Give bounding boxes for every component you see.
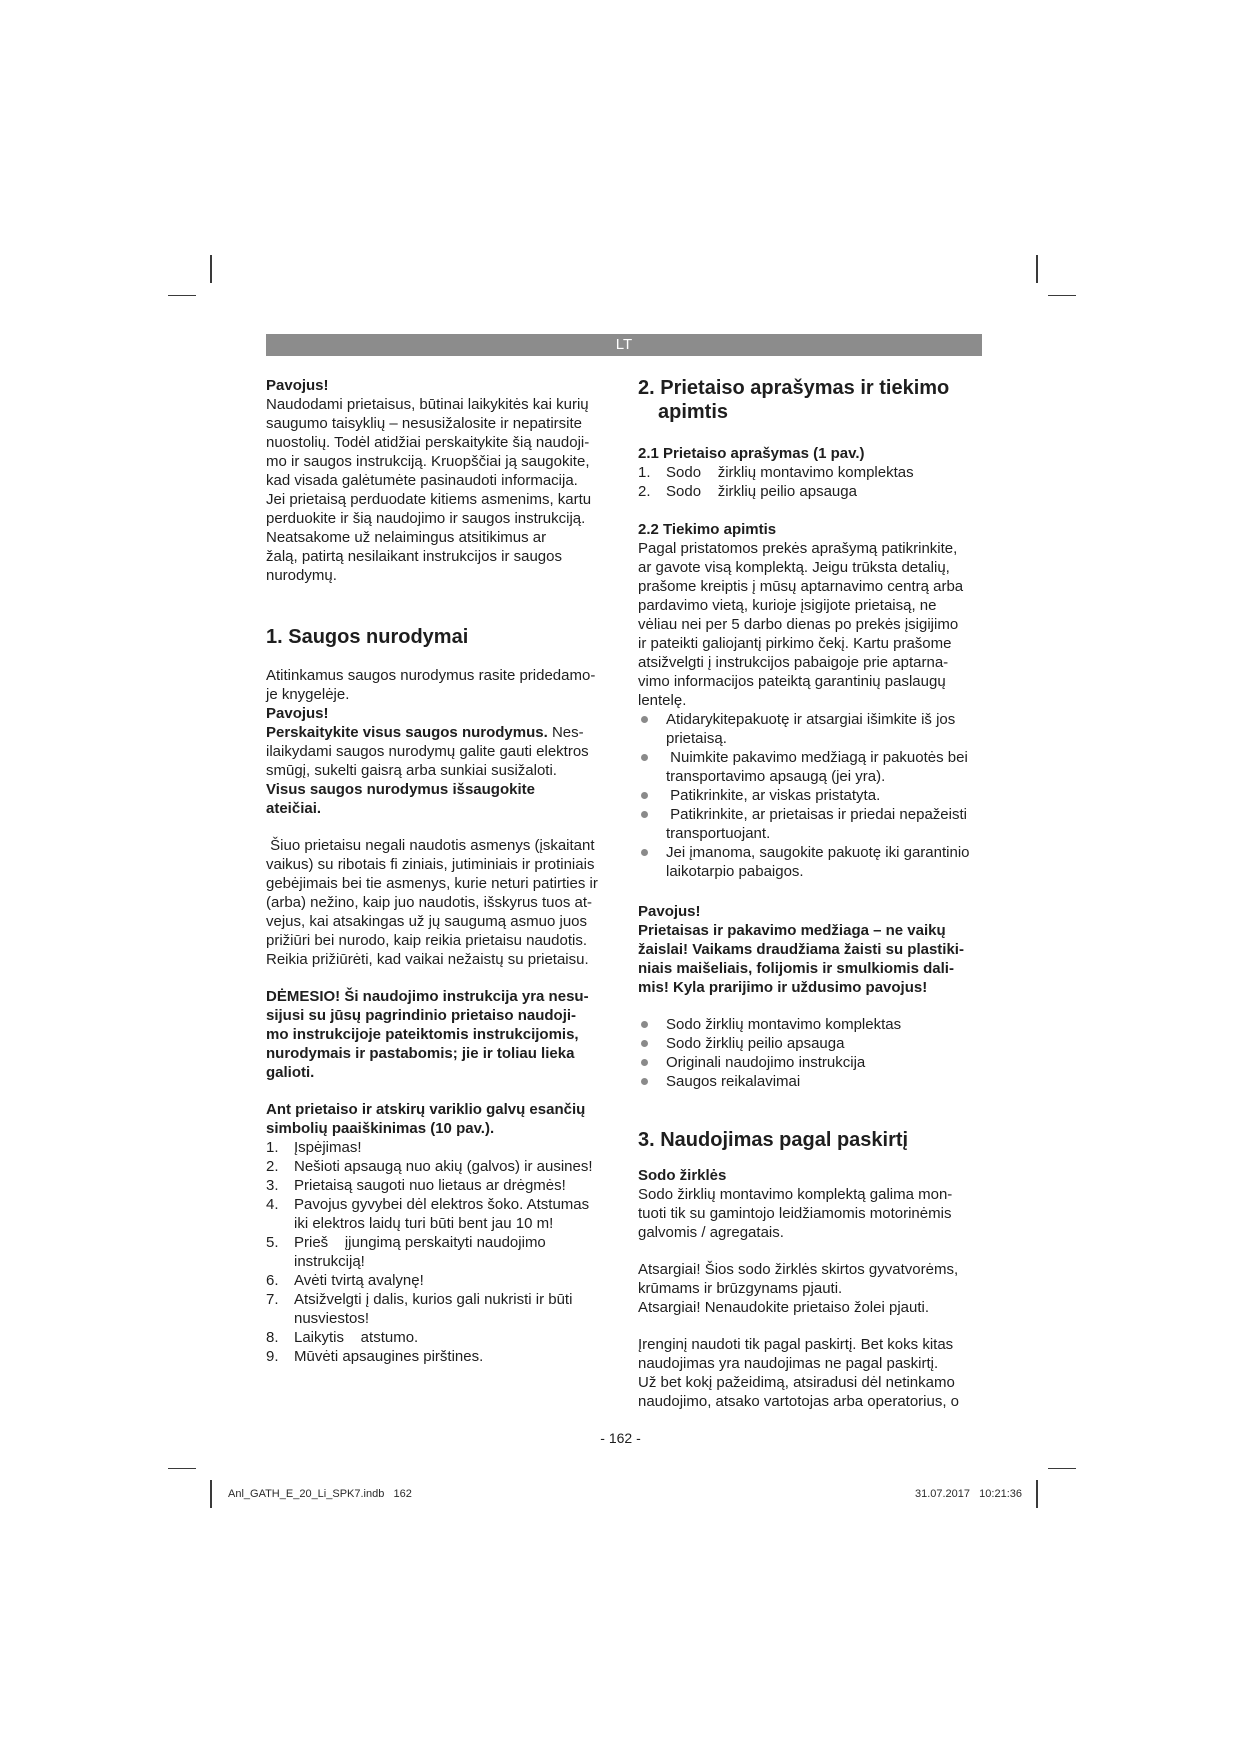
text-line: vėliau nei per 5 darbo dienas po prekės įsigijimo (638, 616, 959, 633)
bullet-item (638, 1072, 982, 1091)
language-header-bar (266, 334, 982, 356)
item-text: laikotarpio pabaigos. (666, 863, 804, 880)
item-number: 5. (266, 1234, 279, 1251)
symbols-heading (266, 1100, 610, 1138)
item-text: Avėti tvirtą avalynę! (294, 1272, 424, 1289)
text-line: Atsargiai! Nenaudokite prietaiso žolei pjauti. (638, 1299, 929, 1316)
text-line: naudojimas yra naudojimas ne pagal paskirtį. (638, 1355, 939, 1372)
item-text: Atidarykitepakuotę ir atsargiai išimkite iš jos (666, 711, 956, 728)
text-line: žaislai! Vaikams draudžiama žaisti su plastiki- (638, 941, 964, 958)
crop-mark (1036, 255, 1038, 283)
text-line: DĖMESIO! Ši naudojimo instrukcija yra nesu- (266, 988, 589, 1005)
item-text: instrukciją! (294, 1253, 365, 1270)
text-line: mis! Kyla prarijimo ir uždusimo pavojus! (638, 979, 928, 996)
item-text: transportavimo apsaugą (jei yra). (666, 768, 886, 785)
text-line: Atsargiai! Šios sodo žirklės skirtos gyvatvorėms, (638, 1261, 959, 1278)
warning-bold: Perskaitykite visus saugos nurodymus. (266, 724, 548, 741)
section-1-heading: 1. Saugos nurodymai (266, 626, 469, 648)
item-text: Nuimkite pakavimo medžiagą ir pakuotės bei (666, 749, 968, 766)
item-text: transportuojant. (666, 825, 771, 842)
print-datetime: 31.07.2017 10:21:36 (914, 1488, 1022, 1500)
item-text: Sodo žirklių montavimo komplektas (666, 1016, 902, 1033)
text-line: Naudodami prietaisus, būtinai laikykitės kai kurių (266, 396, 589, 413)
text-line: galvomis / agregatais. (638, 1224, 784, 1241)
bullet-icon (641, 1021, 648, 1028)
bullet-icon (641, 1078, 648, 1085)
text-line: vaikus) su ribotais fi ziniais, jutiminiais ir protiniais (266, 856, 595, 873)
bullet-item (638, 1053, 982, 1072)
item-text: Sodo žirklių peilio apsauga (666, 483, 857, 500)
item-text: Patikrinkite, ar viskas pristatyta. (666, 787, 881, 804)
bullet-icon (641, 716, 648, 723)
text-line: (arba) nežino, kaip juo naudotis, išskyrus tuos at- (266, 894, 592, 911)
section-2-1-heading: 2.1 Prietaiso aprašymas (1 pav.) (638, 445, 865, 462)
item-text: nusviestos! (294, 1310, 370, 1327)
list-item (266, 1233, 610, 1271)
scope-bullet-list (638, 1015, 982, 1091)
text-line: sijusi su jūsų pagrindinio prietaiso naudoji- (266, 1007, 577, 1024)
bullet-icon (641, 811, 648, 818)
children-danger-notice (638, 921, 982, 997)
file-info: Anl_GATH_E_20_Li_SPK7.indb 162 (228, 1488, 412, 1500)
danger-heading: Pavojus! (266, 377, 329, 394)
text-line: Sodo žirklių montavimo komplektą galima mon- (638, 1186, 953, 1203)
item-text: Pavojus gyvybei dėl elektros šoko. Atstumas (294, 1196, 590, 1213)
crop-mark (1036, 1480, 1038, 1508)
language-code: LT (615, 336, 633, 353)
heading-line: apimtis (658, 401, 729, 423)
text-line: perduokite ir šią naudojimo ir saugos instrukciją. (266, 510, 586, 527)
keep-instructions: Visus saugos nurodymus išsaugokite (266, 781, 535, 798)
item-text: iki elektros laidų turi būti bent jau 10 m! (294, 1215, 554, 1232)
crop-mark (210, 1480, 212, 1508)
crop-mark (168, 1468, 196, 1469)
list-item (266, 1157, 610, 1176)
left-column (266, 376, 610, 1366)
symbols-list (266, 1138, 610, 1366)
text-line: Prietaisas ir pakavimo medžiaga – ne vaikų (638, 922, 946, 939)
item-number: 1. (266, 1139, 279, 1156)
text-line: simbolių paaiškinimas (10 pav.). (266, 1120, 495, 1137)
safety-intro (266, 666, 610, 704)
list-item (638, 482, 982, 501)
intended-use-paragraph (638, 1335, 982, 1411)
text-line: mo instrukcijoje pateiktomis instrukcijomis, (266, 1026, 579, 1043)
text-line: Ant prietaiso ir atskirų variklio galvų esančių (266, 1101, 586, 1118)
text-line: Jei prietaisą perduodate kitiems asmenims, kartu (266, 491, 592, 508)
text-line: Šiuo prietaisu negali naudotis asmenys (įskaitant (266, 837, 595, 854)
list-item (266, 1290, 610, 1328)
text-line: ir pateikti galiojantį pirkimo čekį. Kartu prašome (638, 635, 952, 652)
bullet-item (638, 786, 982, 805)
text-line: naudojimo, atsako vartotojas arba operatorius, o (638, 1393, 960, 1410)
bullet-item (638, 748, 982, 786)
item-text: Saugos reikalavimai (666, 1073, 801, 1090)
warning-rest: Nes- (547, 724, 584, 741)
bullet-icon (641, 754, 648, 761)
text-line: krūmams ir brūzgynams pjauti. (638, 1280, 843, 1297)
bullet-item (638, 710, 982, 748)
danger-paragraph (266, 395, 610, 585)
text-line: ar gavote visą komplektą. Jeigu trūksta detalių, (638, 559, 950, 576)
text-line: nuostolių. Todėl atidžiai perskaitykite šią naudoji- (266, 434, 590, 451)
item-number: 3. (266, 1177, 279, 1194)
children-paragraph (266, 836, 610, 969)
text-line: mo ir saugos instrukciją. Kruopščiai ją saugokite, (266, 453, 590, 470)
list-item (266, 1271, 610, 1290)
keep-instructions: ateičiai. (266, 800, 322, 817)
text-line: vimo informacijos pateiktą garantinių paslaugų (638, 673, 946, 690)
text-line: Pagal pristatomos prekės aprašymą patikrinkite, (638, 540, 958, 557)
bullet-icon (641, 849, 648, 856)
list-item (266, 1347, 610, 1366)
garden-shears-subheading: Sodo žirklės (638, 1167, 727, 1184)
item-text: Mūvėti apsaugines pirštines. (294, 1348, 484, 1365)
text-line: Už bet kokį pažeidimą, atsiradusi dėl netinkamo (638, 1374, 955, 1391)
heading-line: 2. Prietaiso aprašymas ir tiekimo (638, 377, 950, 399)
bullet-item (638, 805, 982, 843)
section-2-2-heading: 2.2 Tiekimo apimtis (638, 521, 777, 538)
item-text: Prietaisą saugoti nuo lietaus ar drėgmės! (294, 1177, 566, 1194)
usage-paragraph (638, 1185, 982, 1242)
item-number: 7. (266, 1291, 279, 1308)
right-column (638, 376, 982, 1411)
unpacking-bullet-list (638, 710, 982, 881)
item-number: 8. (266, 1329, 279, 1346)
text-line: je knygelėje. (266, 686, 350, 703)
list-item (266, 1195, 610, 1233)
attention-notice (266, 987, 610, 1082)
bullet-icon (641, 1059, 648, 1066)
bullet-item (638, 843, 982, 881)
text-line: nurodymų. (266, 567, 337, 584)
scope-paragraph (638, 539, 982, 710)
bullet-item (638, 1034, 982, 1053)
text-line: Neatsakome už nelaimingus atsitikimus ar (266, 529, 547, 546)
item-text: Laikytis atstumo. (294, 1329, 419, 1346)
item-text: Sodo žirklių peilio apsauga (666, 1035, 845, 1052)
list-item (638, 463, 982, 482)
item-text: Sodo žirklių montavimo komplektas (666, 464, 914, 481)
crop-mark (210, 255, 212, 283)
text-line: saugumo taisyklių – nesusižalosite ir nepatirsite (266, 415, 582, 432)
item-number: 1. (638, 464, 651, 481)
item-number: 2. (266, 1158, 279, 1175)
list-item (266, 1328, 610, 1347)
item-text: Atsižvelgti į dalis, kurios gali nukristi ir būti (294, 1291, 573, 1308)
item-text: Originali naudojimo instrukcija (666, 1054, 866, 1071)
item-text: Patikrinkite, ar prietaisas ir priedai nepažeisti (666, 806, 967, 823)
item-text: prietaisą. (666, 730, 727, 747)
bullet-icon (641, 792, 648, 799)
item-text: Nešioti apsaugą nuo akių (galvos) ir ausines! (294, 1158, 593, 1175)
item-text: Įspėjimas! (294, 1139, 362, 1156)
crop-mark (168, 295, 196, 296)
text-line: ilaikydami saugos nurodymų galite gauti elektros (266, 743, 589, 760)
text-line: kad visada galėtumėte pasinaudoti informacija. (266, 472, 578, 489)
item-number: 6. (266, 1272, 279, 1289)
text-line: prižiūri bei nurodo, kaip reikia prietaisu naudotis. (266, 932, 588, 949)
item-text: Jei įmanoma, saugokite pakuotę iki garantinio (666, 844, 970, 861)
list-item (266, 1176, 610, 1195)
text-line: lentelę. (638, 692, 687, 709)
text-line: gebėjimais bei tie asmenys, kurie neturi patirties ir (266, 875, 598, 892)
list-item (266, 1138, 610, 1157)
crop-mark (1048, 295, 1076, 296)
caution-paragraph (638, 1260, 982, 1317)
text-line: Atitinkamus saugos nurodymus rasite pridedamo- (266, 667, 596, 684)
text-line: galioti. (266, 1064, 315, 1081)
item-number: 2. (638, 483, 651, 500)
section-3-heading: 3. Naudojimas pagal paskirtį (638, 1129, 909, 1151)
text-line: vejus, kai atsakingas už jų saugumą asmuo juos (266, 913, 588, 930)
item-number: 4. (266, 1196, 279, 1213)
text-line: smūgį, sukelti gaisrą arba sunkiai susižaloti. (266, 762, 557, 779)
page-number: - 162 - (600, 1430, 641, 1446)
danger-heading: Pavojus! (638, 903, 701, 920)
bullet-icon (641, 1040, 648, 1047)
bullet-item (638, 1015, 982, 1034)
warning-line (266, 723, 610, 742)
text-line: tuoti tik su gamintojo leidžiamomis motorinėmis (638, 1205, 952, 1222)
device-description-list (638, 463, 982, 501)
section-2-heading (638, 376, 982, 424)
item-number: 9. (266, 1348, 279, 1365)
text-line: atsižvelgti į instrukcijos pabaigoje prie aptarna- (638, 654, 949, 671)
crop-mark (1048, 1468, 1076, 1469)
danger-heading: Pavojus! (266, 705, 329, 722)
text-line: žalą, patirtą nesilaikant instrukcijos ir saugos (266, 548, 562, 565)
item-text: Prieš įjungimą perskaityti naudojimo (294, 1234, 546, 1251)
text-line: Reikia prižiūrėti, kad vaikai nežaistų su prietaisu. (266, 951, 589, 968)
text-line: pardavimo vietą, kurioje įsigijote prietaisą, ne (638, 597, 937, 614)
text-line: prašome kreiptis į mūsų aptarnavimo centrą arba (638, 578, 964, 595)
text-line: niais maišeliais, folijomis ir smulkiomis dali- (638, 960, 954, 977)
text-line: Įrenginį naudoti tik pagal paskirtį. Bet koks kitas (638, 1336, 954, 1353)
text-line: nurodymais ir pastabomis; jie ir toliau lieka (266, 1045, 575, 1062)
